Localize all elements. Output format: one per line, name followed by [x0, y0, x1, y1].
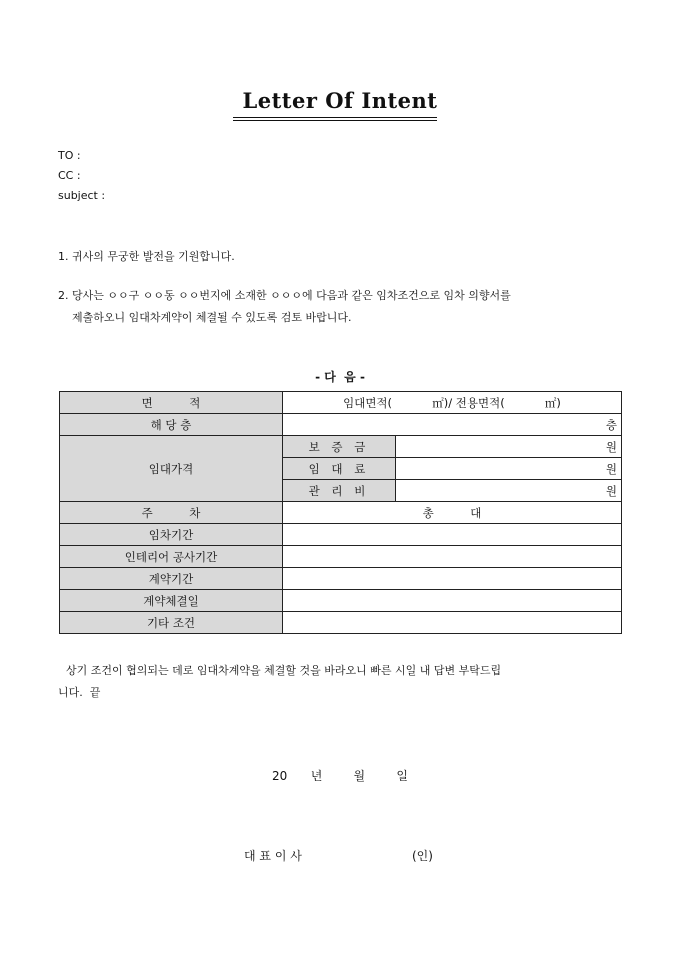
closing-line-1: 상기 조건이 협의되는 데로 임대차계약을 체결할 것을 바라오니 빠른 시일 내 답변 부탁드립 — [66, 664, 502, 677]
parking-label: 주 차 — [60, 502, 283, 524]
other-conditions-value — [283, 612, 622, 634]
paragraph-2-line-2: 제출하오니 임대차계약이 체결될 수 있도록 검토 바랍니다. — [72, 311, 352, 324]
section-heading: - 다 음 - — [315, 370, 365, 384]
title-underline-bottom — [233, 120, 437, 121]
table-row — [60, 590, 622, 612]
contract-date-value — [283, 590, 622, 612]
price-label: 임대가격 — [60, 436, 283, 502]
area-value: 임대면적( ㎡)/ 전용면적( ㎡) — [283, 392, 622, 414]
closing-line-2: 니다. 끝 — [58, 686, 101, 699]
seal-mark: (인) — [412, 849, 433, 863]
signer-title: 대 표 이 사 — [244, 849, 302, 863]
paragraph-2-line-1: 2. 당사는 ㅇㅇ구 ㅇㅇ동 ㅇㅇ번지에 소재한 ㅇㅇㅇ에 다음과 같은 임차조건으로 임차 의향서를 — [58, 289, 511, 302]
cc-field: CC : — [58, 169, 81, 182]
table-row — [60, 612, 622, 634]
maintenance-label: 관 리 비 — [283, 480, 396, 502]
contract-period-value — [283, 568, 622, 590]
table-row — [60, 414, 622, 436]
contract-date-label: 계약체결일 — [60, 590, 283, 612]
rent-unit: 원 — [396, 458, 622, 480]
rent-label: 임 대 료 — [283, 458, 396, 480]
floor-label: 해 당 층 — [60, 414, 283, 436]
table-row — [60, 436, 622, 458]
interior-period-value — [283, 546, 622, 568]
subject-field: subject : — [58, 189, 106, 202]
floor-unit: 층 — [283, 414, 622, 436]
table-row — [60, 524, 622, 546]
paragraph-1: 1. 귀사의 무궁한 발전을 기원합니다. — [58, 250, 235, 263]
to-field: TO : — [58, 149, 81, 162]
lease-period-value — [283, 524, 622, 546]
maintenance-unit: 원 — [396, 480, 622, 502]
date-line: 20 년 월 일 — [271, 769, 408, 783]
title-underline-top — [233, 117, 437, 118]
document-title: Letter Of Intent — [242, 88, 438, 113]
deposit-unit: 원 — [396, 436, 622, 458]
table-row — [60, 502, 622, 524]
table-row — [60, 568, 622, 590]
table-row — [60, 546, 622, 568]
interior-period-label: 인테리어 공사기간 — [60, 546, 283, 568]
table-row — [60, 392, 622, 414]
deposit-label: 보 증 금 — [283, 436, 396, 458]
other-conditions-label: 기타 조건 — [60, 612, 283, 634]
lease-terms-table — [59, 391, 622, 634]
area-label: 면 적 — [60, 392, 283, 414]
parking-value: 총 대 — [283, 502, 622, 524]
contract-period-label: 계약기간 — [60, 568, 283, 590]
lease-period-label: 임차기간 — [60, 524, 283, 546]
